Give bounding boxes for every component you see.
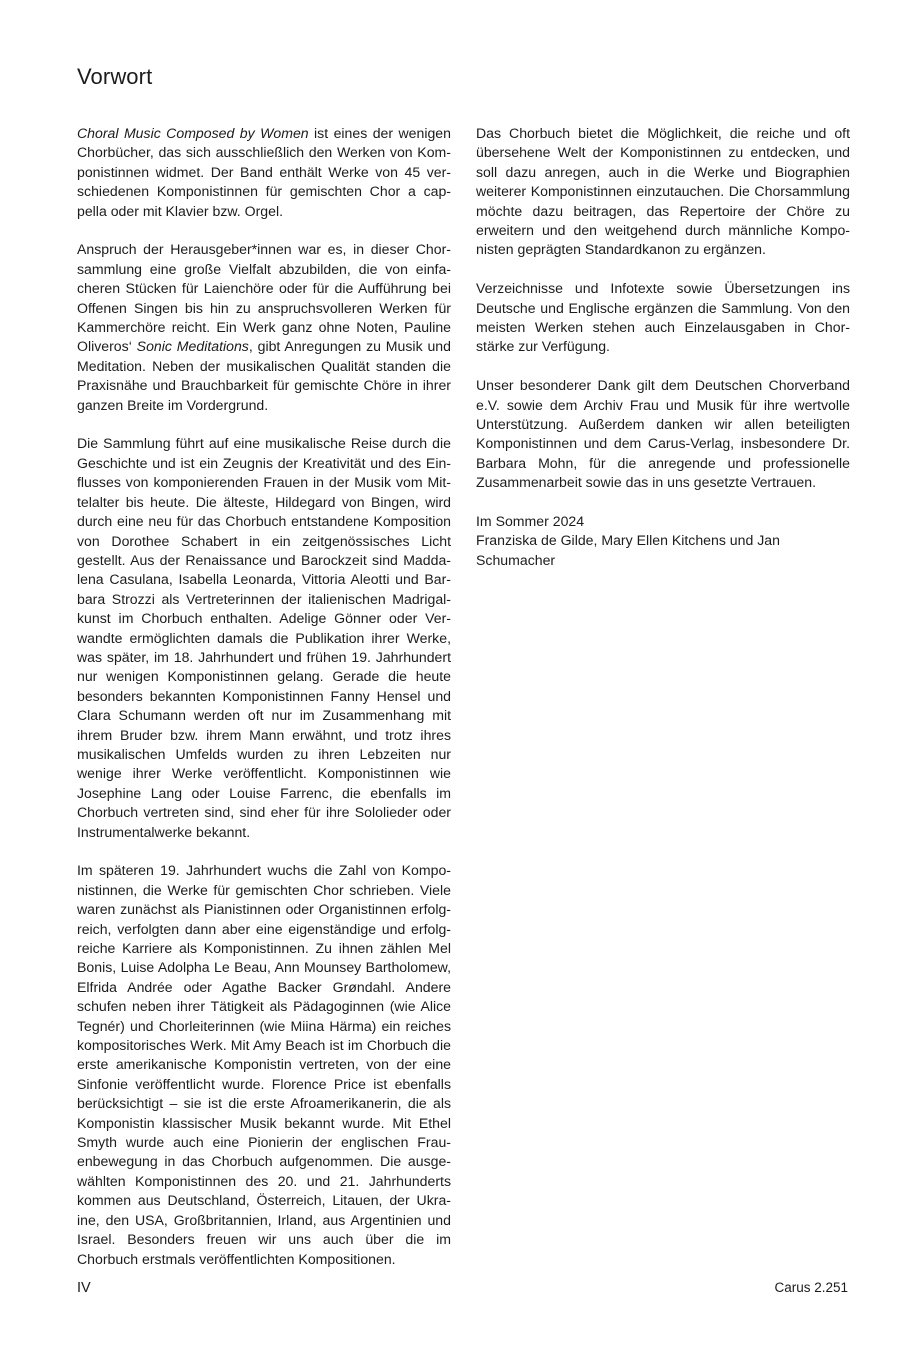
- paragraph-text: , gibt Anregungen zu Musik und Meditation. Neben der musikalischen Qualität standen die Praxisnähe und Brauchbarkeit für gemischte Chöre in ihrer ganzen Breite im Vordergrund.: [77, 338, 451, 413]
- date-line: Im Sommer 2024: [476, 513, 585, 530]
- paragraph-history: Die Sammlung führt auf eine musikalische Reise durch die Geschichte und ist ein Zeugnis der Kreativität und des Einflusses von komponierenden Frauen in der Musik vom Mittelalter bis heute. Die älteste, Hildegard von Bingen, wird durch eine neu für das Chorbuch entstandene Komposition von Dorothee Schabert in ein zeitgenössisches Licht gestellt. Aus der Renaissance und Barockzeit sind Maddalena Casulana, Isabella Leonarda, Vittoria Aleotti und Barbara Strozzi als Vertreterinnen der italienischen Madrigalkunst im Chorbuch enthalten. Adelige Gönner oder Verwandte ermöglichten damals die Publikation ihrer Werke, was später, im 18. Jahrhundert und frühen 19. Jahrhundert nur wenigen Komponistinnen gelang. Gerade die heute besonders bekannten Komponistinnen Fanny Hensel und Clara Schumann werden oft nur im Zusammenhang mit ihrem Bruder bzw. ihrem Mann erwähnt, und trotz ihres musikalischen Umfelds wurden zu ihren Lebzeiten nur wenige ihrer Werke veröffentlicht. Komponistinnen wie Josephine Lang oder Louise Farrenc, die ebenfalls im Chorbuch vertreten sind, sind eher für ihre Sololieder oder Instrumentalwerke bekannt.: [77, 435, 451, 840]
- work-title: Sonic Meditations: [136, 338, 249, 355]
- right-column: [476, 124, 850, 590]
- page-number: IV: [77, 1280, 91, 1296]
- page-title: Vorwort: [77, 64, 153, 89]
- signature-line: Franziska de Gilde, Mary Ellen Kitchens und Jan Schumacher: [476, 532, 780, 568]
- paragraph-scope: [77, 240, 451, 415]
- paragraph-contents: Verzeichnisse und Infotexte sowie Übersetzungen ins Deutsche und Englische ergänzen die Sammlung. Von den meisten Werken stehen auch Einzelausgaben in Chorstärke zur Verfügung.: [476, 280, 850, 355]
- catalog-number: Carus 2.251: [774, 1280, 848, 1295]
- paragraph-intro: [77, 124, 451, 221]
- book-title: Choral Music Composed by Women: [77, 125, 309, 141]
- paragraph-text: Anspruch der Herausgeber*innen war es, in dieser Chorsammlung eine große Vielfalt abzubilden, die von einfacheren Stücken für Laienchöre oder für die Aufführung bei Offenen Singen bis hin zu anspruchsvolleren Werken für Kammerchöre reicht. Ein Werk ganz ohne Noten, Pauline Oliveros‘: [77, 241, 451, 355]
- paragraph-thanks: Unser besonderer Dank gilt dem Deutschen Chorverband e.V. sowie dem Archiv Frau und Musik für ihre wertvolle Unterstützung. Außerdem danken wir allen beteiligten Komponistinnen und dem Carus-Verlag, insbesondere Dr. Barbara Mohn, für die anregende und professionelle Zusammenarbeit sowie das in uns gesetzte Vertrauen.: [476, 377, 850, 491]
- left-column: [77, 124, 451, 1288]
- paragraph-purpose: Das Chorbuch bietet die Möglichkeit, die reiche und oft übersehene Welt der Komponistinnen zu entdecken, und soll dazu anregen, auch in die Werke und Biographien weiterer Komponistinnen einzutauchen. Die Chorsammlung möchte dazu beitragen, das Repertoire der Chöre zu erweitern und den weitgehend durch männliche Komponisten geprägten Standardkanon zu ergänzen.: [476, 125, 850, 258]
- paragraph-text: ist eines der wenigen Chorbücher, das sich ausschließlich den Werken von Komponistinnen widmet. Der Band enthält Werke von 45 verschiedenen Komponistinnen für gemischten Chor a cappella oder mit Klavier bzw. Orgel.: [77, 125, 451, 219]
- paragraph-19th-century: Im späteren 19. Jahrhundert wuchs die Zahl von Komponistinnen, die Werke für gemischten Chor schrieben. Viele waren zunächst als Pianistinnen oder Organistinnen erfolgreich, verfolgten dann aber eine eigenständige und erfolgreiche Karriere als Komponistinnen. Zu ihnen zählen Mel Bonis, Luise Adolpha Le Beau, Ann Mounsey Bartholomew, Elfrida Andrée oder Agathe Backer Grøndahl. Andere schufen neben ihrer Tätigkeit als Pädagoginnen (wie Alice Tegnér) und Chorleiterinnen (wie Miina Härma) ein reiches kompositorisches Werk. Mit Amy Beach ist im Chorbuch die erste amerikanische Komponistin vertreten, von der eine Sinfonie veröffentlicht wurde. Florence Price ist ebenfalls berücksichtigt – sie ist die erste Afroamerikanerin, die als Komponistin klassischer Musik bekannt wurde. Mit Ethel Smyth wurde auch eine Pionierin der englischen Frauenbewegung in das Chorbuch aufgenommen. Die ausgewählten Komponistinnen des 20. und 21. Jahrhunderts kommen aus Deutschland, Österreich, Litauen, der Ukraine, den USA, Großbritannien, Irland, aus Argentinien und Israel. Besonders freuen wir uns auch über die im Chorbuch erstmals veröffentlichten Kompositionen.: [77, 862, 451, 1267]
